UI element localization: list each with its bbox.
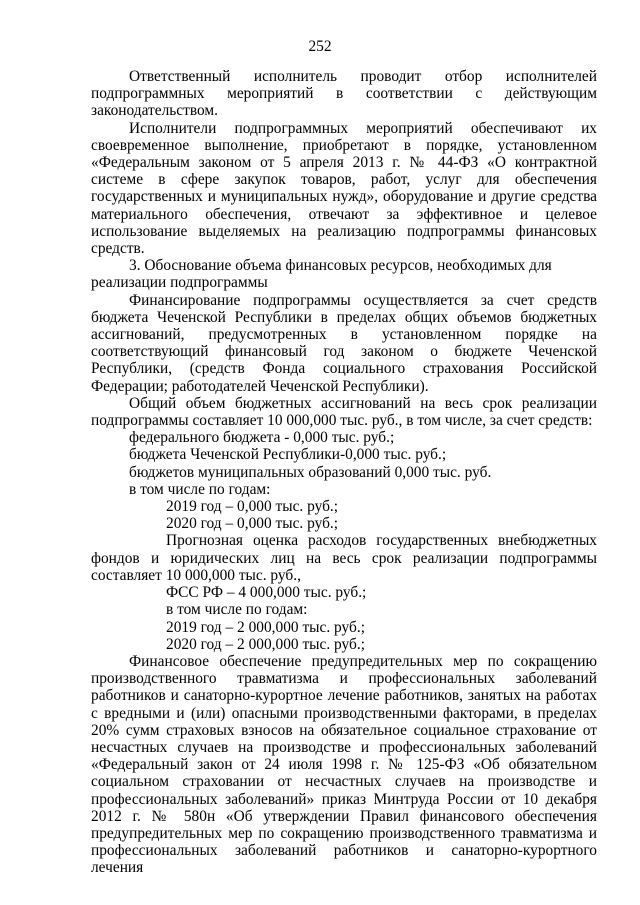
page-body bbox=[91, 68, 597, 877]
list-item-fss-2020: 2020 год – 2 000,000 тыс. руб.; bbox=[166, 635, 365, 653]
section-heading-financing: 3. Обоснование объема финансовых ресурсов, необходимых для реализации подпрограммы bbox=[91, 257, 552, 292]
list-item-republic-budget: бюджета Чеченской Республики-0,000 тыс. руб.; bbox=[129, 446, 447, 464]
paragraph-executor-selection: Ответственный исполнитель проводит отбор исполнителей подпрограммных мероприятий в соответствии с действующим законодательством. bbox=[91, 68, 597, 120]
paragraph-total-budget: Общий объем бюджетных ассигнований на весь срок реализации подпрограммы составляет 10 000,000 тыс. руб., в том числе, за счет средств: bbox=[91, 394, 597, 430]
list-item-year-2020: 2020 год – 0,000 тыс. руб.; bbox=[166, 515, 339, 533]
list-item-federal-budget: федерального бюджета - 0,000 тыс. руб.; bbox=[129, 429, 395, 447]
list-item-fss: ФСС РФ – 4 000,000 тыс. руб.; bbox=[166, 584, 367, 602]
list-item-fss-by-years: в том числе по годам: bbox=[166, 601, 308, 619]
list-item-municipal-budgets: бюджетов муниципальных образований 0,000 тыс. руб. bbox=[129, 463, 492, 481]
list-item-year-2019: 2019 год – 0,000 тыс. руб.; bbox=[166, 498, 339, 516]
paragraph-forecast-estimate: Прогнозная оценка расходов государственных внебюджетных фондов и юридических лиц на весь срок реализации подпрограммы составляет 10 000,000 тыс. руб., bbox=[91, 532, 597, 584]
list-item-fss-2019: 2019 год – 2 000,000 тыс. руб.; bbox=[166, 618, 365, 636]
paragraph-executors-duties: Исполнители подпрограммных мероприятий обеспечивают их своевременное выполнение, приобретают в порядке, установленном «Федеральным законом от 5 апреля 2013 г. № 44-ФЗ «О контрактной системе в сфере закупок товаров, работ, услуг для обеспечения государственных и муниципальных нужд», оборудование и другие средства материального обеспечения, отвечают за эффективное и целевое использование выделяемых на реализацию подпрограммы финансовых средств. bbox=[91, 119, 597, 258]
paragraph-preventive-measures: Финансовое обеспечение предупредительных мер по сокращению производственного травматизма и профессиональных заболеваний работников и санаторно-курортное лечение работников, занятых на работах с вредными и (или) опасными производственными факторами, в пределах 20% сумм страховых взносов на обязательное социальное страхование от несчастных случаев на производстве и профессиональных заболеваний «Федеральный закон от 24 июля 1998 г. № 125-ФЗ «Об обязательном социальном страховании от несчастных случаев на производстве и профессиональных заболеваний» приказ Минтруда России от 10 декабря 2012 г. № 580н «Об утверждении Правил финансового обеспечения предупредительных мер по сокращению производственного травматизма и профессиональных заболеваний работников и санаторно-курортного лечения bbox=[91, 652, 597, 877]
paragraph-financing-sources: Финансирование подпрограммы осуществляется за счет средств бюджета Чеченской Республики в пределах общих объемов бюджетных ассигнований, предусмотренных в установленном порядке на соответствующий финансовый год законом о бюджете Чеченской Республики, (средств Фонда социального страхования Российской Федерации; работодателей Чеченской Республики). bbox=[91, 291, 597, 395]
list-item-by-years: в том числе по годам: bbox=[129, 480, 271, 498]
page-number: 252 bbox=[308, 38, 332, 55]
